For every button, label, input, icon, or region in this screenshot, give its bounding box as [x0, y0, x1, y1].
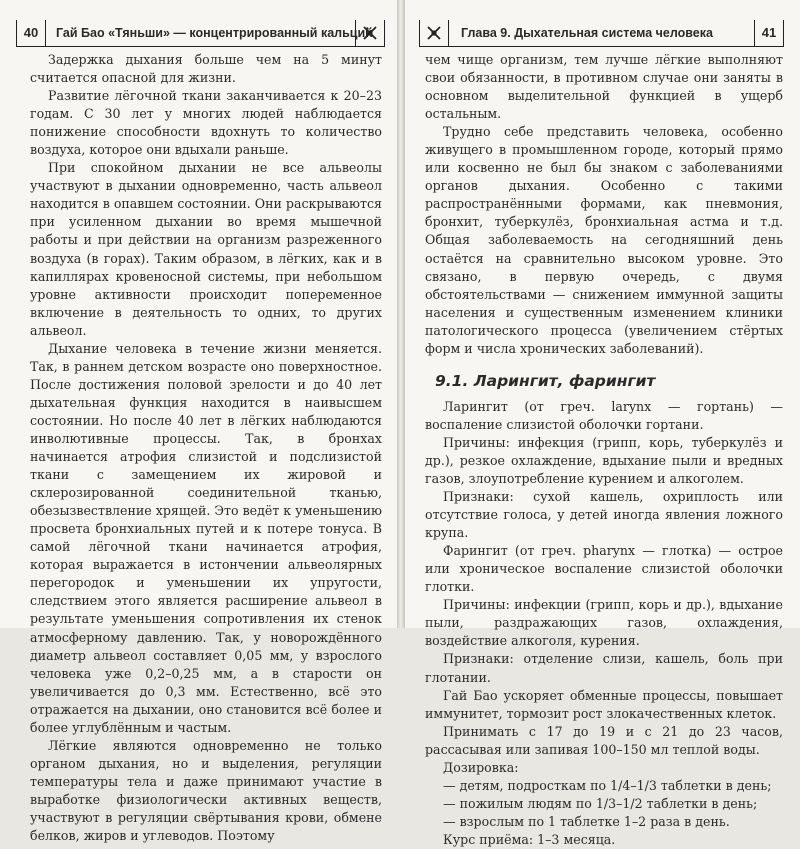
paragraph: Развитие лёгочной ткани заканчивается к 20–23 годам. С 30 лет у многих людей наблюдается понижение способности вдохнуть то количество воздуха, которое они вдыхали раньше.	[30, 88, 382, 158]
paragraph: Причины: инфекции (грипп, корь и др.), вдыхание пыли, раздражающих газов, охлаждения, воздействие алкоголя, курения.	[425, 597, 783, 649]
dosage-title: Дозировка:	[443, 759, 519, 775]
running-header	[16, 20, 385, 47]
paragraph: Ларингит (от греч. larynx — гортань) — воспаление слизистой оболочки гортани.	[425, 398, 783, 432]
dosage-item: — детям, подросткам по 1/4–1/3 таблетки в день;	[443, 777, 772, 793]
paragraph: Задержка дыхания больше чем на 5 минут считается опасной для жизни.	[30, 52, 382, 86]
left-page	[0, 0, 397, 844]
paragraph: Трудно себе представить человека, особенно живущего в промышленном городе, который прямо или косвенно не был бы знаком с заболеваниями органов дыхания. Особенно с такими распространёнными формами, как пневмония, бронхит, туберкулёз, бронхиальная астма и т.д. Общая заболеваемость на сегодняшний день остаётся на сравнительно высоком уровне. Это связано, в первую очередь, с двумя обстоятельствами — снижением иммунной защиты населения и существенным изменением клиники патологического процесса (увеличением стёртых форм и числа хронических заболеваний).	[425, 124, 783, 356]
page-body	[30, 51, 382, 845]
paragraph: Признаки: сухой кашель, охриплость или отсутствие голоса, у детей иногда явления ложного крупа.	[425, 489, 783, 541]
running-title: Глава 9. Дыхательная система человека	[461, 26, 713, 40]
page-number: 41	[754, 20, 784, 46]
paragraph: Лёгкие являются одновременно не только органом дыхания, но и выделения, регуляции температуры тела и даже принимают участие в выработке физиологически активных веществ, участвуют в регуляции свёртывания крови, обмене белков, жиров и углеводов. Поэтому	[30, 737, 382, 844]
page-body	[425, 51, 783, 849]
dosage-item: — пожилым людям по 1/3–1/2 таблетки в день;	[443, 795, 758, 811]
course-duration: Курс приёма: 1–3 месяца.	[443, 831, 616, 847]
page-number: 40	[16, 20, 46, 46]
paragraph: Фарингит (от греч. pharynx — глотка) — острое или хроническое воспаление слизистой оболочки глотки.	[425, 543, 783, 595]
running-header	[419, 20, 784, 47]
paragraph: Признаки: отделение слизи, кашель, боль при глотании.	[425, 651, 783, 685]
right-page	[405, 0, 800, 847]
running-title: Гай Бао «Тяньши» — концентрированный кальций	[56, 26, 373, 40]
paragraph: При спокойном дыхании не все альвеолы участвуют в дыхании одновременно, часть альвеол находится в опавшем состоянии. Они раскрываются при усиленном дыхании во время мышечной работы и при действии на организм разреженного воздуха (в горах). Таким образом, в лёгких, как и в капиллярах кровеносной системы, при небольшом уровне активности происходит попеременное включение в деятельность то одних, то других альвеол.	[30, 160, 382, 338]
section-heading: 9.1. Ларингит, фарингит	[435, 371, 656, 390]
paragraph: Дыхание человека в течение жизни меняется. Так, в раннем детском возрасте оно поверхностное. После достижения половой зрелости и до 40 лет дыхательная функция находится в наивысшем состоянии. Но после 40 лет в лёгких наблюдаются инволютивные процессы. Так, в бронхах начинается атрофия слизистой и подслизистой ткани с замещением их жировой и склерозированной соединительной тканью, обезызвествление хрящей. Это ведёт к уменьшению просвета бронхиальных путей и к потере тонуса. В самой лёгочной ткани начинается атрофия, которая выражается в истончении альвеолярных перегородок и уменьшении их упругости, следствием этого является расширение альвеол в результате уменьшения сопротивления их стенок атмосферному давлению. Так, у новорождённого диаметр альвеол составляет 0,05 мм, у взрослого человека уже 0,2–0,25 мм, а в старости он увеличивается до 0,3 мм. Естественно, всё это отражается на дыхании, оно становится всё более и более углублённым и частым.	[30, 340, 383, 735]
ornament-icon	[419, 20, 449, 46]
book-gutter	[397, 0, 405, 628]
paragraph: Принимать с 17 до 19 и с 21 до 23 часов, рассасывая или запивая 100–150 мл теплой воды.	[425, 723, 783, 757]
paragraph: чем чище организм, тем лучше лёгкие выполняют свои обязанности, в противном случае они заняты в основном выделительной функцией в ущерб остальным.	[425, 52, 783, 122]
paragraph: Гай Бао ускоряет обменные процессы, повышает иммунитет, тормозит рост злокачественных клеток.	[425, 687, 783, 721]
dosage-item: — взрослым по 1 таблетке 1–2 раза в день.	[443, 813, 730, 829]
paragraph: Причины: инфекция (грипп, корь, туберкулёз и др.), резкое охлаждение, вдыхание пыли и вредных газов, злоупотребление курением и алкоголем.	[425, 434, 783, 486]
ornament-icon	[355, 20, 385, 46]
